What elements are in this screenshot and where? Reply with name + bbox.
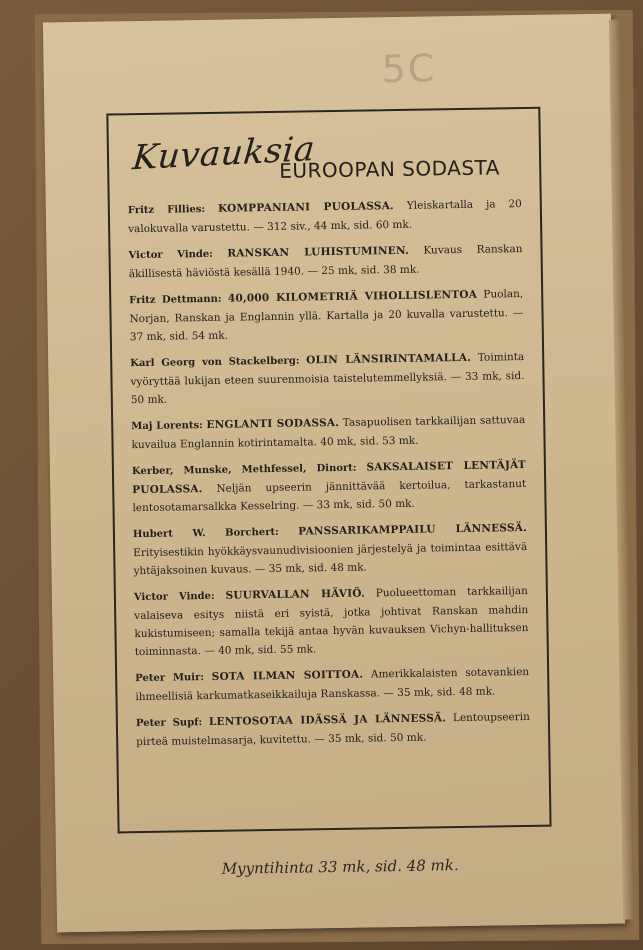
- book-back-cover: [43, 14, 625, 933]
- heading-script: Kuvauksia: [130, 129, 317, 179]
- ad-heading: [127, 125, 522, 201]
- book-title: SOTA ILMAN SOITTOA.: [211, 668, 364, 683]
- sale-price: Myyntihinta 33 mk, sid. 48 mk.: [221, 856, 459, 878]
- author-name: Fritz Dettmann:: [129, 293, 222, 307]
- book-entry: [131, 411, 526, 454]
- book-list: [128, 195, 531, 751]
- advertisement-frame: [106, 107, 551, 834]
- book-entry: [135, 663, 530, 706]
- author-name: Maj Lorents:: [131, 420, 203, 433]
- book-title: SUURVALLAN HÄVIÖ.: [225, 587, 365, 602]
- book-title: KOMPPANIANI PUOLASSA.: [217, 200, 394, 215]
- book-title: SAKSALAISET LENTÄJÄT PUOLASSA.: [132, 458, 526, 497]
- book-entry: [136, 708, 531, 751]
- book-description: Tasapuolisen tarkkailijan sattuvaa kuvailua Englannin kotirintamalta. 40 mk, sid. 53 mk.: [131, 413, 526, 452]
- book-description: Amerikkalaisten sotavankien ihmeellisiä karkumatkaseikkailuja Ranskassa. — 35 mk, sid. 48 mk.: [135, 665, 530, 704]
- book-description: Kuvaus Ranskan äkillisestä häviöstä kesällä 1940. — 25 mk, sid. 38 mk.: [128, 243, 523, 281]
- author-name: Victor Vinde:: [133, 590, 215, 604]
- book-entry: [128, 240, 523, 283]
- book-title: ENGLANTI SODASSA.: [206, 416, 340, 431]
- book-entry: [129, 285, 524, 346]
- book-description: Puolan, Norjan, Ranskan ja Englannin yllä. Kartalla ja 20 kuvalla varustettu. — 37 mk, sid. 54 mk.: [129, 288, 524, 344]
- author-name: Kerber, Munske, Methfessel, Dinort:: [131, 462, 357, 478]
- book-entry: [132, 456, 527, 517]
- book-description: Neljän upseerin jännittävää kertoilua, tarkastanut lentosotamarsalkka Kesselring. — 33 mk, sid. 50 mk.: [132, 477, 527, 515]
- book-description: Toiminta vyöryttää lukijan eteen suurenmoisia taistelutemmellyksiä. — 33 mk, sid. 50 mk.: [130, 350, 525, 407]
- book-entry: [134, 582, 529, 661]
- author-name: Peter Supf:: [135, 717, 203, 730]
- book-title: PANSSARIKAMPPAILU LÄNNESSÄ.: [298, 521, 527, 538]
- book-entry: [130, 348, 525, 409]
- book-title: LENTOSOTAA IDÄSSÄ JA LÄNNESSÄ.: [208, 712, 447, 728]
- author-name: Peter Muir:: [135, 672, 205, 685]
- book-description: Lentoupseerin pirteä muistelmasarja, kuvitettu. — 35 mk, sid. 50 mk.: [136, 710, 530, 749]
- heading-caps: EUROOPAN SODASTA: [279, 155, 501, 183]
- book-title: 40,000 KILOMETRIÄ VIHOLLISLENTOA: [227, 288, 478, 305]
- author-name: Hubert W. Borchert:: [132, 526, 279, 541]
- author-name: Victor Vinde:: [128, 248, 213, 262]
- book-entry: [133, 519, 528, 580]
- book-description: Erityisestikin hyökkäysvaunudivisioonien järjestelyä ja toimintaa esittävä yhtäjaksoinen kuvaus. — 35 mk, sid. 48 mk.: [133, 540, 528, 578]
- author-name: Karl Georg von Stackelberg:: [130, 355, 300, 370]
- book-entry: [128, 195, 523, 238]
- author-name: Fritz Fillies:: [127, 203, 206, 217]
- book-description: Yleiskartalla ja 20 valokuvalla varustettu. — 312 siv., 44 mk, sid. 60 mk.: [128, 198, 522, 236]
- book-description: Puolueettoman tarkkailijan valaiseva esitys niistä eri syistä, jotka johtivat Ranskan mahdin kukistumiseen; samalla tekijä antaa hyvän kuvauksen Vichyn-hallituksen toiminnasta. — 40 mk, sid. 55 mk.: [134, 584, 529, 659]
- book-title: OLIN LÄNSIRINTAMALLA.: [306, 351, 472, 367]
- book-title: RANSKAN LUHISTUMINEN.: [227, 244, 410, 260]
- pencil-mark: 5C: [381, 46, 437, 92]
